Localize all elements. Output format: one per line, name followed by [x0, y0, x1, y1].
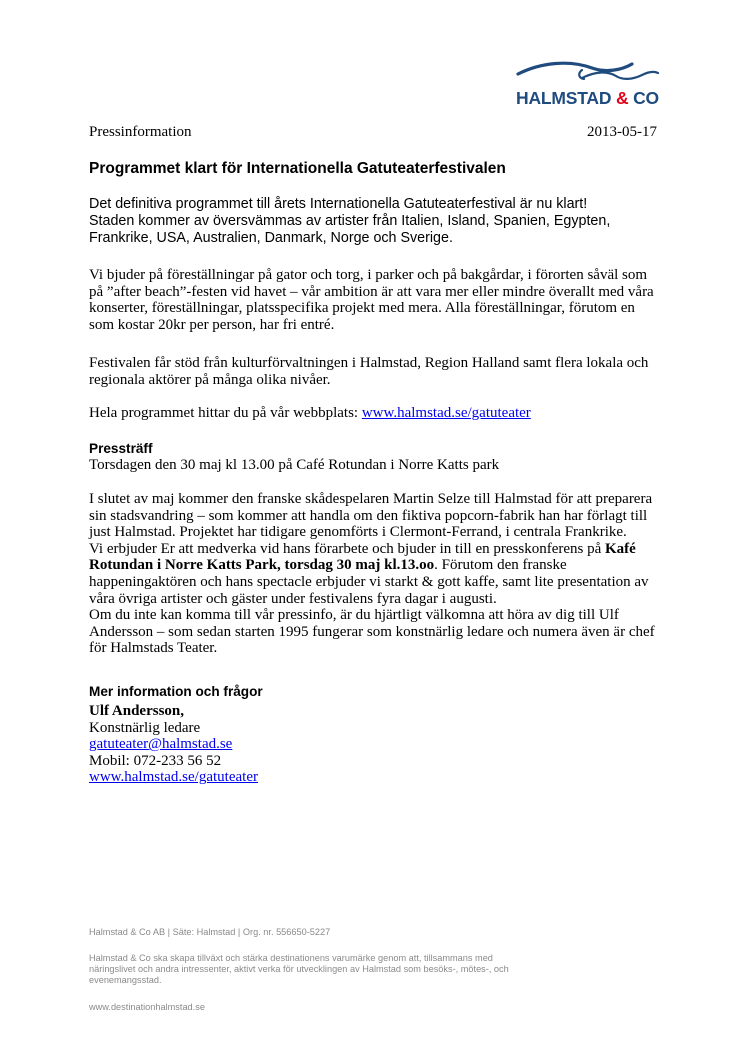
contact-email-link[interactable]: gatuteater@halmstad.se — [89, 736, 233, 753]
logo-name: HALMSTAD — [516, 88, 612, 108]
paragraph-program-link — [89, 405, 669, 422]
press-heading: Pressträff — [89, 441, 153, 456]
text-line: Vi bjuder på föreställningar på gator och torg, i parker och på bakgårdar, i förorten såväl som — [89, 267, 648, 283]
text-line: . Förutom den franske — [434, 557, 567, 574]
logo-wordmark — [516, 88, 659, 109]
page-title: Programmet klart för Internationella Gatuteaterfestivalen — [89, 160, 506, 177]
contact-role: Konstnärlig ledare — [89, 719, 201, 736]
text-line: regionala aktörer på många olika nivåer. — [89, 371, 331, 388]
text-line: just Halmstad. Projektet har tidigare genomförts i Clermont-Ferrand, i centrala Frankrike. — [89, 524, 627, 541]
text-line: på ”after beach”-festen vid havet – vår ambition är att vara mer eller mindre överallt med våra — [89, 283, 654, 300]
press-section — [89, 441, 669, 474]
footer-line: evenemangsstad. — [89, 975, 162, 985]
bold-venue: Kafé — [605, 540, 636, 557]
paragraph-support — [89, 355, 669, 388]
text-line: Festivalen får stöd från kulturförvaltningen i Halmstad, Region Halland samt flera lokala och — [89, 355, 649, 371]
contact-section — [89, 684, 669, 786]
doc-type-label: Pressinformation — [89, 124, 192, 140]
text-line: våra övriga artister och gäster under festivalens fyra dagar i augusti. — [89, 590, 497, 607]
text-line: konserter, föreställningar, platsspecifika projekt med mera. Alla föreställningar, förutom en — [89, 300, 635, 317]
text-line: happeningaktören och hans spectacle erbjuder vi starkt & gott kaffe, samt lite presentation av — [89, 573, 649, 590]
intro-line: Frankrike, USA, Australien, Danmark, Norge och Sverige. — [89, 230, 453, 246]
text-line: Hela programmet hittar du på vår webbplats: — [89, 405, 362, 421]
program-link[interactable]: www.halmstad.se/gatuteater — [361, 405, 531, 421]
contact-phone: Mobil: 072-233 56 52 — [89, 752, 222, 769]
footer-line: näringslivet och andra intressenter, aktivt verka för utvecklingen av Halmstad som besöks-, mötes-, och — [89, 964, 509, 974]
intro-line: Staden kommer av översvämmas av artister från Italien, Island, Spanien, Egypten, — [89, 213, 611, 229]
wave-icon — [512, 58, 662, 88]
logo-suffix: CO — [633, 88, 659, 108]
text-line: som kostar 20kr per person, har fri entré. — [89, 316, 335, 333]
footer-company: Halmstad & Co AB | Säte: Halmstad | Org. nr. 556650-5227 — [89, 927, 331, 937]
intro-line: Det definitiva programmet till årets Internationella Gatuteaterfestival är nu klart! — [89, 196, 588, 212]
paragraph-invitation — [89, 491, 669, 657]
document-header — [89, 124, 657, 141]
text-line: sin stadsvandring – som kommer att handla om den fiktiva popcorn-fabrik han har förlagt till — [89, 507, 648, 524]
text-line: för Halmstads Teater. — [89, 640, 218, 657]
logo-ampersand: & — [615, 88, 629, 108]
contact-web-link[interactable]: www.halmstad.se/gatuteater — [89, 769, 258, 786]
contact-name: Ulf Andersson, — [89, 703, 185, 719]
bold-venue-date: Rotundan i Norre Katts Park, torsdag 30 maj kl.13.oo — [89, 557, 435, 574]
paragraph-events — [89, 267, 669, 333]
text-line: Andersson – som sedan starten 1995 fungerar som konstnärlig ledare och numera även är chef — [89, 623, 655, 640]
text-line: Om du inte kan komma till vår pressinfo, är du hjärtligt välkomna att höra av dig till Ulf — [89, 607, 619, 624]
contact-heading: Mer information och frågor — [89, 684, 263, 699]
doc-date: 2013-05-17 — [587, 124, 657, 140]
footer-mission — [89, 953, 649, 986]
footer-line: Halmstad & Co ska skapa tillväxt och stärka destinationens varumärke genom att, tillsammans med — [89, 953, 493, 963]
press-line: Torsdagen den 30 maj kl 13.00 på Café Rotundan i Norre Katts park — [89, 457, 500, 473]
footer-website: www.destinationhalmstad.se — [89, 1002, 205, 1012]
company-logo — [512, 58, 662, 110]
intro-paragraph — [89, 196, 669, 247]
text-line: I slutet av maj kommer den franske skådespelaren Martin Selze till Halmstad för att preparera — [89, 491, 653, 507]
text-line: Vi erbjuder Er att medverka vid hans förarbete och bjuder in till en presskonferens på — [89, 540, 605, 557]
